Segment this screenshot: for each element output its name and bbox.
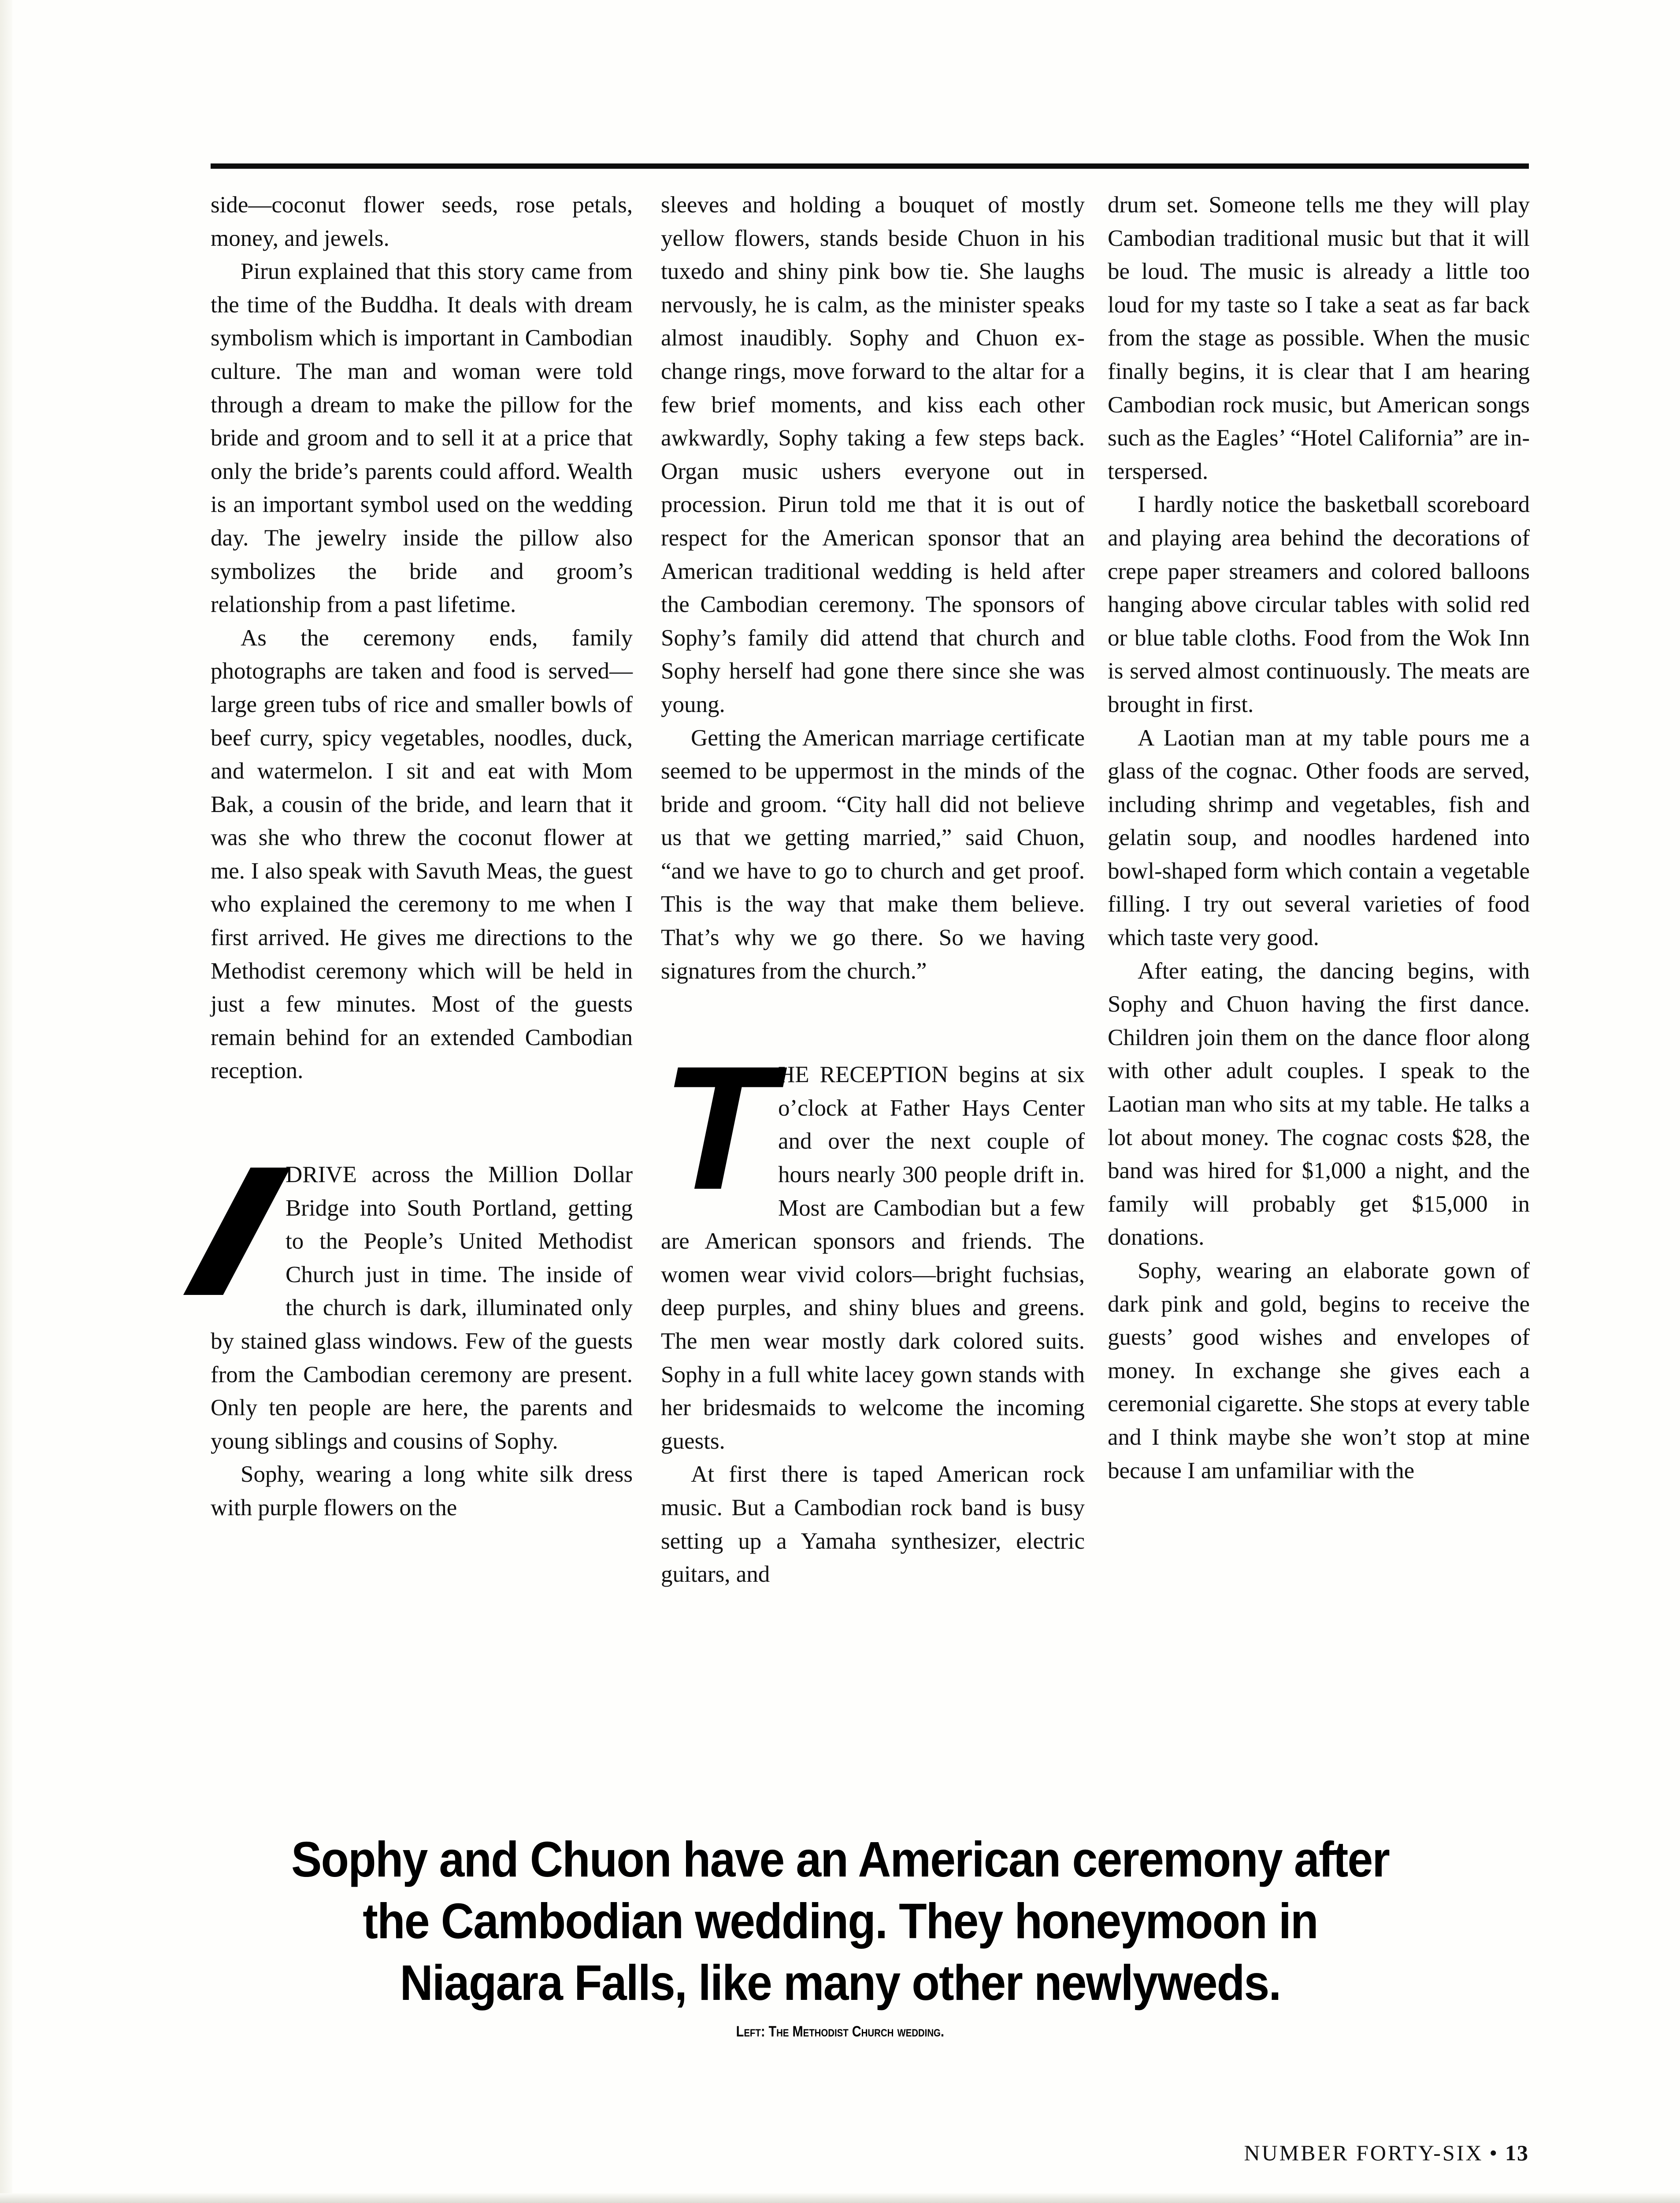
- page-folio: [1244, 2140, 1529, 2166]
- paragraph: Sophy, wearing an elaborate gown of dark pink and gold, begins to receive the guests’ good wishes and envelopes of money. In exchange she gives each a ceremonial cigarette. She stops at every table and I think maybe she won’t stop at mine because I am unfamiliar with the: [1108, 1258, 1530, 1484]
- article-column-3: [1108, 189, 1530, 1487]
- paragraph: A Laotian man at my table pours me a glass of the cognac. Other foods are served, including shrimp and vegetables, fish and gelatin soup, and noodles hardened into bowl-shaped form which contain a vegetable filling. I try out several varieties of food which taste very good.: [1108, 725, 1530, 951]
- section-drive-to-church: [169, 1128, 633, 1525]
- paragraph: Sophy, wearing a long white silk dress with purple flowers on the: [211, 1461, 633, 1521]
- paragraph: As the ceremony ends, family photographs are taken and food is served—large green tubs of rice and smaller bowls of beef curry, spicy vegetables, noodles, duck, and watermelon. I sit and eat with Mom Bak, a cousin of the bride, and learn that it was she who threw the coconut flower at me. I also speak with Savuth Meas, the guest who explained the ceremony to me when I first arrived. He gives me directions to the Methodist ceremony which will be held in just a few minutes. Most of the guests remain behind for an extended Cambodian reception.: [211, 625, 633, 1084]
- paragraph-text: across the Million Dollar Bridge into South Portland, getting to the People’s United Methodist Church just in time. The inside of the church is dark, illuminated only by stained glass windows. Few of the guests from the Cambodian ceremony are present. Only ten people are here, the parents and young siblings and cousins of Sophy.: [211, 1162, 633, 1454]
- lead-in-caps: HE RECEPTION: [778, 1062, 948, 1088]
- bullet-separator-icon: •: [1489, 2140, 1499, 2165]
- caption-line: Sophy and Chuon have an American ceremony after: [291, 1832, 1389, 1887]
- article-column-2: [661, 189, 1085, 1591]
- paragraph: At first there is taped American rock music. But a Cambodian rock band is busy setting up a Yamaha synthesizer, electric guitars, and: [661, 1461, 1085, 1587]
- paragraph: After eating, the dancing begins, with Sophy and Chuon having the first dance. Children join them on the dance floor along with other adult couples. I speak to the Laotian man who sits at my table. He talks a lot about money. The cognac costs $28, the band was hired for $1,000 a night, and the family will probably get $15,000 in donations.: [1108, 958, 1530, 1250]
- top-rule-divider: [211, 163, 1529, 169]
- caption-line: Niagara Falls, like many other newlyweds.: [400, 1955, 1280, 2010]
- page-number: 13: [1505, 2140, 1529, 2165]
- caption-line: the Cambodian wedding. They honeymoon in: [362, 1893, 1318, 1949]
- paragraph-text: begins at six o’clock at Father Hays Center and over the next couple of hours nearly 300 people drift in. Most are Cambodian but a few are American sponsors and friends. The women wear vivid colors—bright fuchsias, deep purples, and shiny blues and greens. The men wear mostly dark colored suits. Sophy in a full white lacey gown stands with her bridesmaids to welcome the incoming guests.: [661, 1062, 1085, 1454]
- page-bottom-edge: [0, 2193, 1680, 2203]
- paragraph: Getting the American marriage certificate seemed to be uppermost in the minds of the bride and groom. “City hall did not believe us that we getting married,” said Chuon, “and we have to go to church and get proof. This is the way that make them believe. That’s why we go there. So we having signatures from the church.”: [661, 725, 1085, 984]
- drop-cap-letter: T: [661, 1029, 774, 1227]
- page-left-edge: [0, 0, 12, 2203]
- paragraph: drum set. Someone tells me they will play Cambodian traditional music but that it will be loud. The music is already a little too loud for my taste so I take a seat as far back from the stage as possible. When the music finally begins, it is clear that I am hearing Cambodian rock music, but American songs such as the Eagles’ “Hotel California” are interspersed.: [1108, 192, 1530, 484]
- paragraph: side—coconut flower seeds, rose petals, money, and jewels.: [211, 192, 633, 251]
- issue-label: NUMBER FORTY-SIX: [1244, 2140, 1483, 2165]
- drop-cap-letter: I: [169, 1128, 295, 1335]
- section-reception: [661, 1029, 1085, 1591]
- article-column-1: [169, 189, 633, 1525]
- photo-caption: [132, 1828, 1548, 2040]
- paragraph: I hardly notice the basketball scoreboard and playing area behind the decorations of crepe paper streamers and colored balloons hanging above circular tables with solid red or blue table cloths. Food from the Wok Inn is served almost continuously. The meats are brought in first.: [1108, 492, 1530, 717]
- lead-in-caps: DRIVE: [286, 1162, 357, 1188]
- paragraph: Pirun explained that this story came from the time of the Buddha. It deals with dream symbolism which is important in Cambodian culture. The man and woman were told through a dream to make the pillow for the bride and groom and to sell it at a price that only the bride’s parents could afford. Wealth is an important symbol used on the wedding day. The jewelry inside the pillow also symbolizes the bride and groom’s relationship from a past lifetime.: [211, 259, 633, 618]
- photo-credit-note: Left: The Methodist Church wedding.: [736, 2023, 944, 2040]
- paragraph: sleeves and holding a bouquet of mostly yellow flowers, stands beside Chuon in his tuxedo and shiny pink bow tie. She laughs nervously, he is calm, as the minister speaks almost inaudibly. Sophy and Chuon exchange rings, move forward to the altar for a few brief moments, and kiss each other awkwardly, Sophy taking a few steps back. Organ music ushers everyone out in procession. Pirun told me that it is out of respect for the American sponsor that an American traditional wedding is held after the Cambodian ceremony. The sponsors of Sophy’s family did attend that church and Sophy herself had gone there since she was young.: [661, 192, 1085, 717]
- caption-headline: [232, 1828, 1448, 2014]
